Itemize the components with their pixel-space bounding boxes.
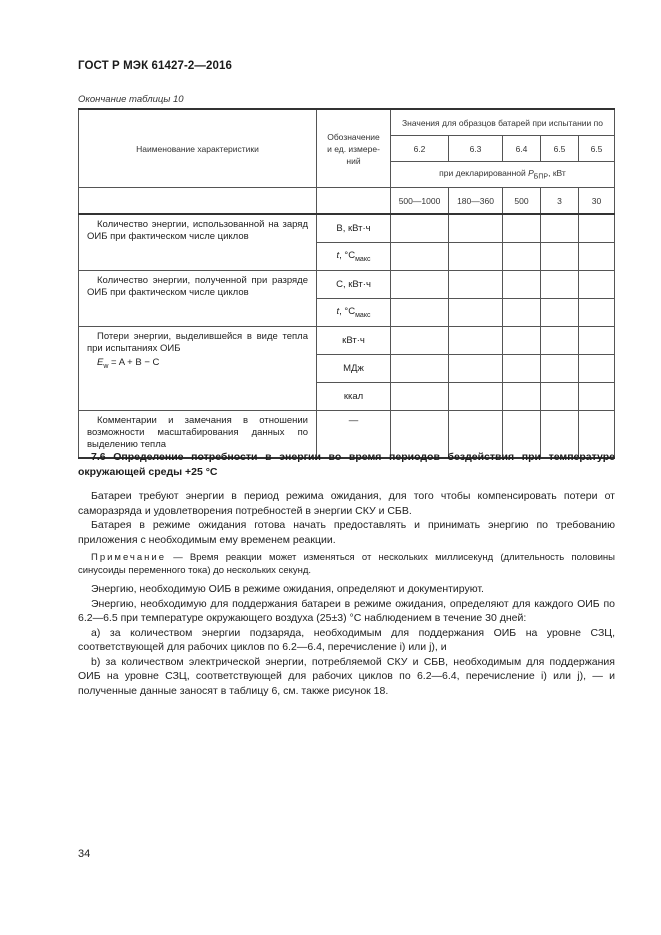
paragraph: Батарея в режиме ожидания готова начать предоставлять и принимать энергию по требованию приложения с необходимым ему временем реакции. <box>78 519 615 546</box>
unit-cell: t, $^\circ C_{макс}$ <box>317 243 391 271</box>
paragraph: b) за количеством электрической энергии, потребляемой СКУ и СБВ, необходимым для поддержания ОИБ на уровне СЗЦ, соответствующей для рабочих циклов по 6.2—6.4, перечисление i) или j), — и полученные данные заносят в таблицу 6, см. также рисунок 18. <box>78 655 615 697</box>
document-header: ГОСТ Р МЭК 61427-2—2016 <box>78 60 232 72</box>
column-header-name: Наименование характеристики <box>79 109 317 188</box>
section-body <box>78 450 615 698</box>
page-number: 34 <box>78 848 91 860</box>
unit-cell: С, кВт·ч <box>317 271 391 299</box>
characteristics-table <box>78 108 615 459</box>
row-description: Комментарии и замечания в отношении возможности масштабирования данных по выделению тепла <box>79 411 317 459</box>
range-header: 3 <box>541 188 579 215</box>
unit-cell: МДж <box>317 355 391 383</box>
section-header: 6.5 <box>579 136 615 162</box>
section-title: 7.6 Определение потребности в энергии во время периодов бездействия при температуре окружающей среды +25 °С <box>78 451 615 478</box>
unit-cell: t, $^\circ C_{макс}$ <box>317 299 391 327</box>
unit-cell: В, кВт·ч <box>317 214 391 243</box>
paragraph: Энергию, необходимую для поддержания батареи в режиме ожидания, определяют для каждого ОИБ по 6.2—6.5 при температуре окружающего воздуха (25±3) °С наблюдением в течение 30 дней: <box>78 597 615 624</box>
paragraph: Энергию, необходимую ОИБ в режиме ожидания, определяют и документируют. <box>91 583 484 595</box>
range-header: 500 <box>503 188 541 215</box>
column-header-unit: Обозначение и ед. измере- ний <box>317 109 391 188</box>
unit-cell: ккал <box>317 383 391 411</box>
row-description: Количество энергии, использованной на заряд ОИБ при фактическом числе циклов <box>79 214 317 271</box>
power-header: при декларированной $P_{БПР}$, кВт <box>391 162 615 188</box>
range-header: 30 <box>579 188 615 215</box>
section-header: 6.2 <box>391 136 449 162</box>
range-header: 500—1000 <box>391 188 449 215</box>
row-description: Количество энергии, полученной при разряде ОИБ при фактическом числе циклов <box>79 271 317 327</box>
section-header: 6.5 <box>541 136 579 162</box>
column-header-values: Значения для образцов батарей при испытании по <box>391 109 615 136</box>
paragraph: Батареи требуют энергии в период режима ожидания, для того чтобы компенсировать потери от саморазряда и удовлетворения потребностей в энергии СКУ и СБВ. <box>78 490 615 517</box>
section-header: 6.3 <box>449 136 503 162</box>
unit-cell: — <box>317 411 391 459</box>
spacer-cell <box>79 188 317 215</box>
paragraph: a) за количеством энергии подзаряда, необходимым для поддержания ОИБ на уровне СЗЦ, соответствующей для рабочих циклов по 6.2—6.4, перечисление i) или j), и <box>78 626 615 653</box>
note: Примечание — Время реакции может изменяться от нескольких миллисекунд (длительность половины синусоиды переменного тока) до нескольких секунд. <box>78 552 615 576</box>
spacer-cell <box>317 188 391 215</box>
row-description: Потери энергии, выделившейся в виде тепла при испытаниях ОИБ $E_w = A + B - C$ <box>79 327 317 411</box>
table-caption: Окончание таблицы 10 <box>78 94 184 105</box>
range-header: 180—360 <box>449 188 503 215</box>
heat-formula: $E_w = A + B - C$ <box>97 357 160 370</box>
unit-cell: кВт·ч <box>317 327 391 355</box>
section-header: 6.4 <box>503 136 541 162</box>
